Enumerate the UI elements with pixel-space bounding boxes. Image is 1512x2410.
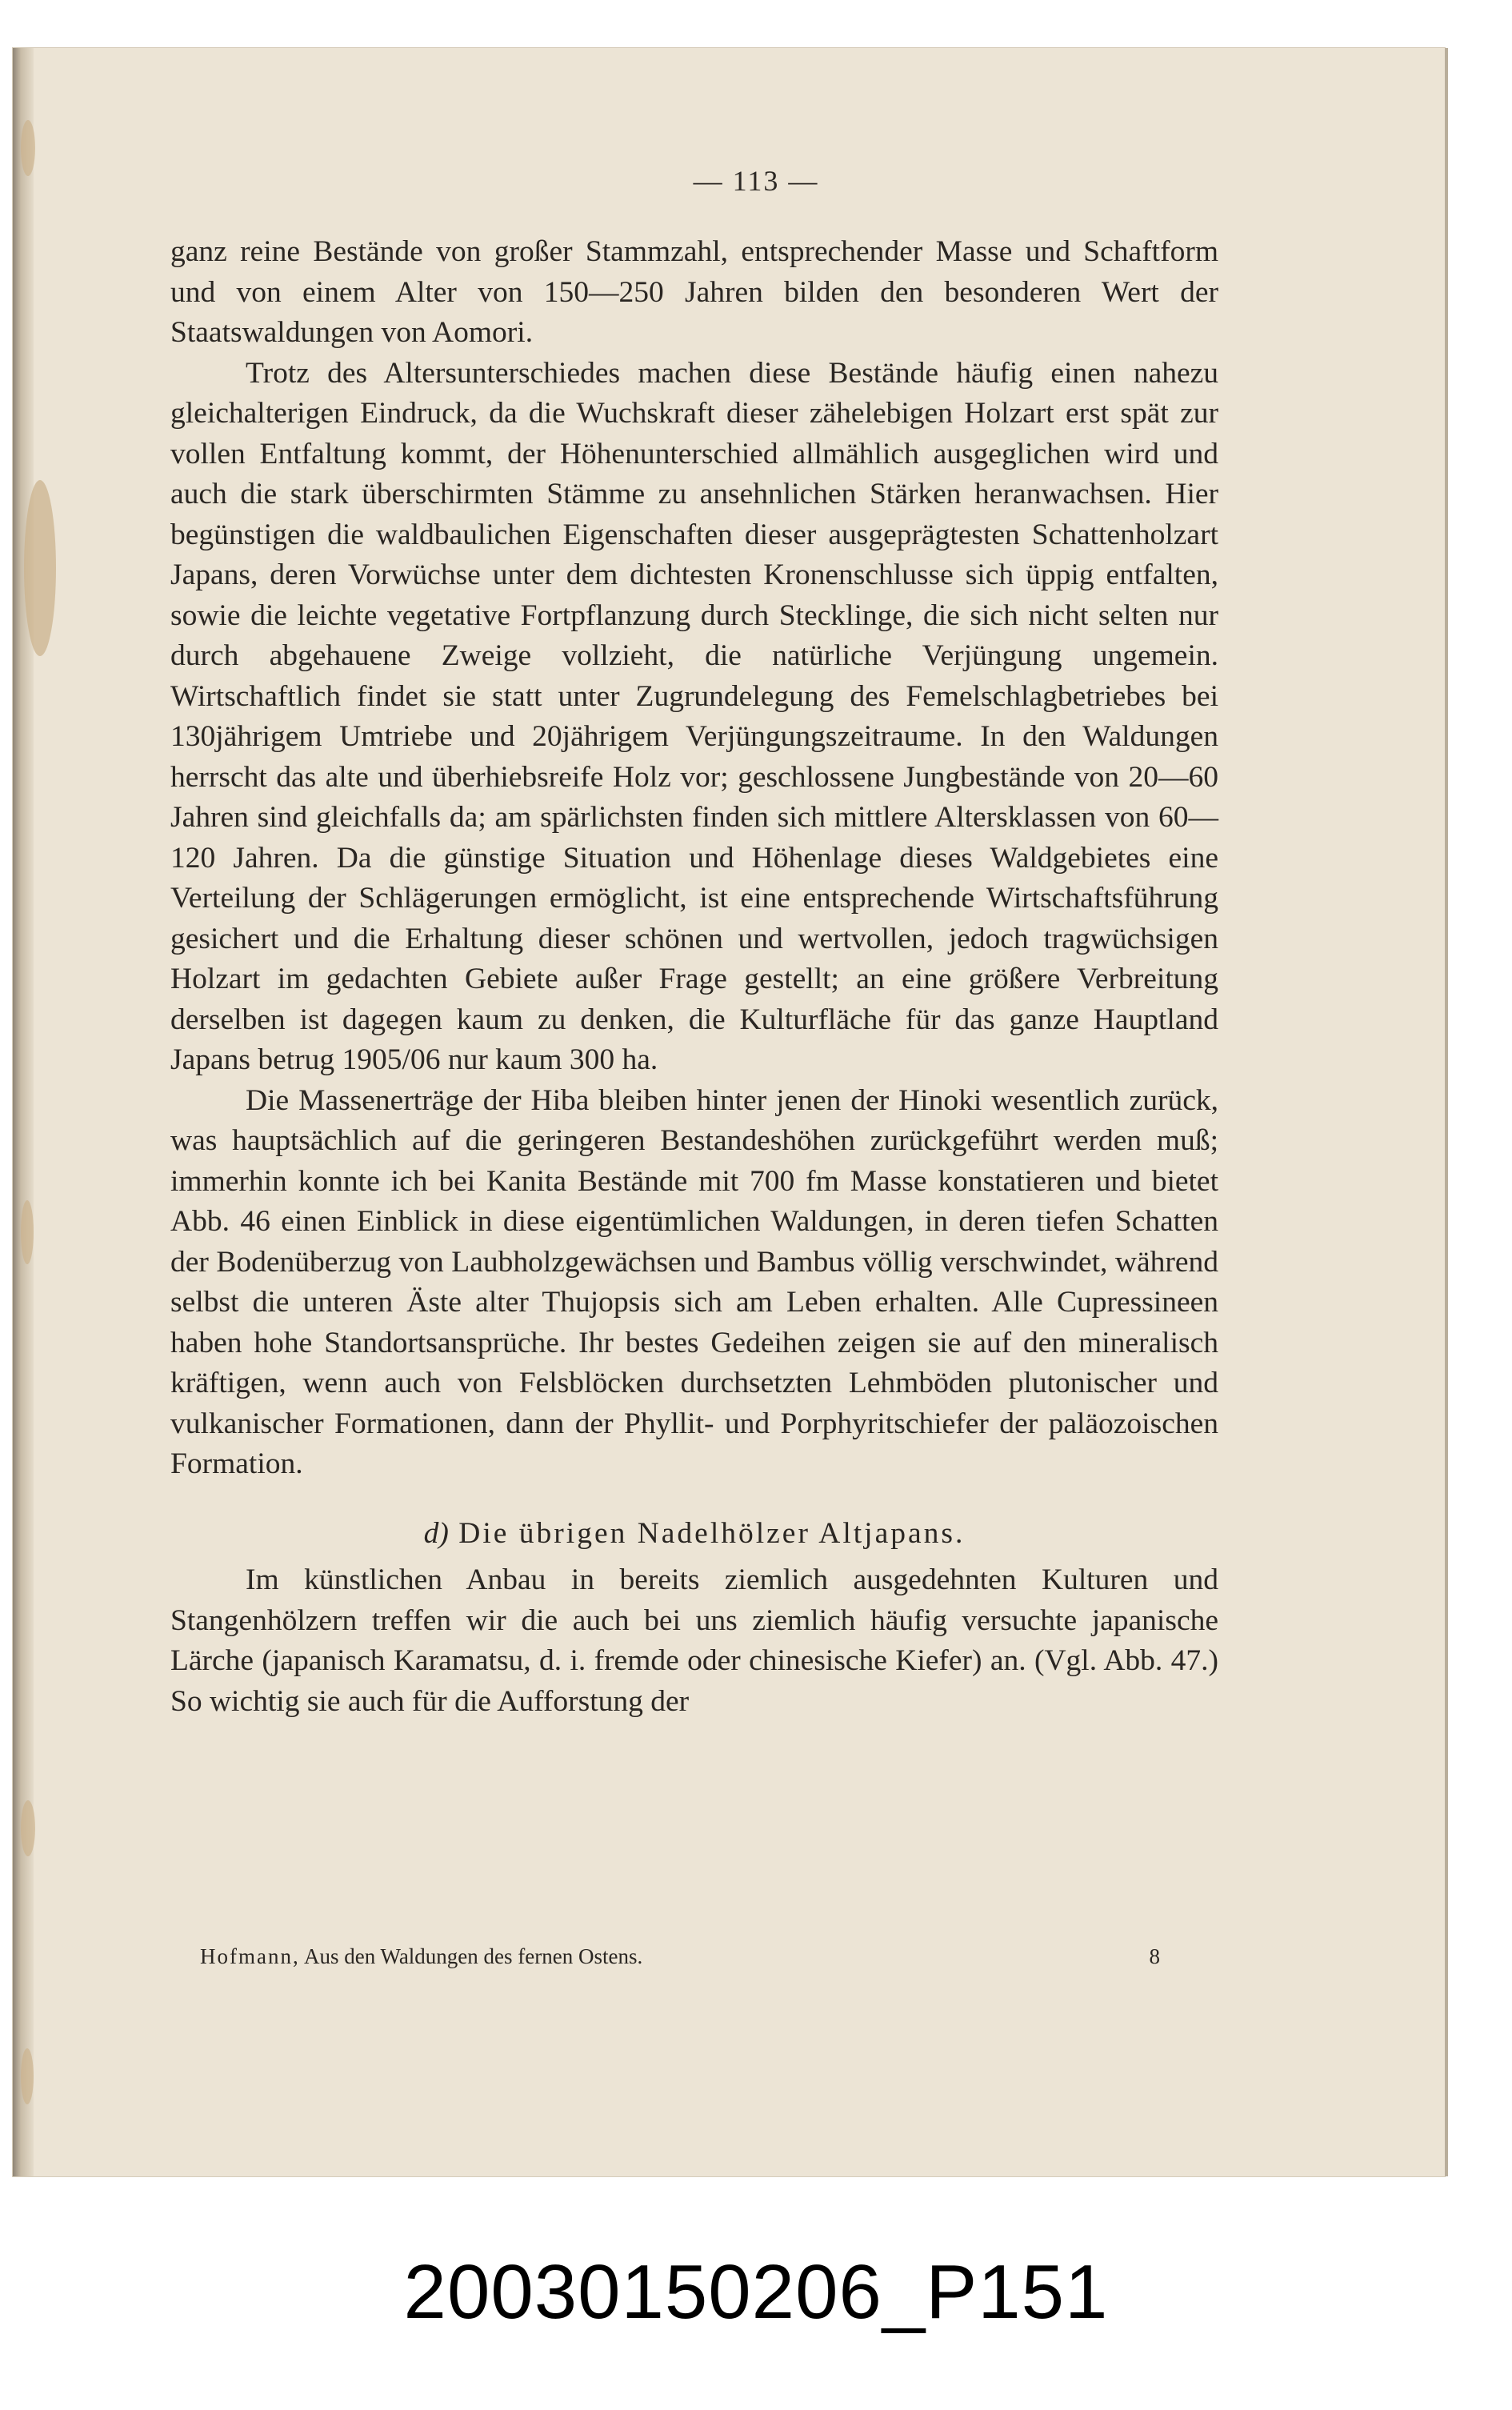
paper-stain [21,1200,34,1264]
section-letter: d) [423,1516,449,1550]
paper-stain [21,1800,35,1856]
signature-mark: 8 [1149,1944,1160,1968]
paragraph: Im künstlichen Anbau in bereits ziemlich ausgedehnten Kulturen und Stangenhölzern treffen wir die auch bei uns ziemlich häufig versuchte japanische Lärche (japanisch Karamatsu, d. i. fremde oder chinesische Kiefer) an. (Vgl. Abb. 47.) So wichtig sie auch für die Aufforstung der [170,1563,1218,1718]
paper-stain [24,480,56,656]
paper-stain [21,2048,34,2104]
paragraph: Die Massenerträge der Hiba bleiben hinter jenen der Hinoki wesentlich zurück, was hauptsächlich auf die geringeren Bestandeshöhen zurückgeführt werden muß; immerhin konnte ich bei Kanita Bestände mit 700 fm Masse konstatieren und bietet Abb. 46 einen Einblick in diese eigentümlichen Waldungen, in deren tiefen Schatten der Bodenüberzug von Laubholzgewächsen und Bambus völlig verschwindet, während selbst die unteren Äste alter Thujopsis sich am Leben erhalten. Alle Cupressineen haben hohe Standortsansprüche. Ihr bestes Gedeihen zeigen sie auf den mineralisch kräftigen, wenn auch von Felsblöcken durchsetzten Lehmböden plutonischer und vulkanischer Formationen, dann der Phyllit- und Porphyritschiefer der paläozoischen Formation. [170,1083,1218,1480]
section-title: Die übrigen Nadelhölzer Altjapans. [458,1516,966,1550]
paragraph: Trotz des Altersunterschiedes machen diese Bestände häufig einen nahezu gleichalterigen Eindruck, da die Wuchskraft dieser zähelebigen Holzart erst spät zur vollen Entfaltung kommt, der Höhenunterschied allmählich ausgeglichen wird und auch die stark überschirmten Stämme zu ansehnlichen Stärken heranwachsen. Hier begünstigen die waldbaulichen Eigenschaften dieser ausgeprägtesten Schattenholzart Japans, deren Vorwüchse unter dem dichtesten Kronenschlusse sich üppig entfalten, sowie die leichte vegetative Fortpflanzung durch Stecklinge, die sich nicht selten nur durch abgehauene Zweige vollzieht, die natürliche Verjüngung ungemein. Wirtschaftlich findet sie statt unter Zugrundelegung des Femelschlagbetriebes bei 130jährigem Umtriebe und 20jährigem Verjüngungszeitraume. In den Waldungen herrscht das alte und überhiebsreife Holz vor; geschlossene Jungbestände von 20—60 Jahren sind gleichfalls da; am spärlichsten finden sich mittlere Altersklassen von 60—120 Jahren. Da die günstige Situation und Höhenlage dieses Waldgebietes eine Verteilung der Schlägerungen ermöglicht, ist eine entsprechende Wirtschaftsführung gesichert und die Erhaltung dieser schönen und wertvollen, jedoch tragwüchsigen Holzart im gedachten Gebiete außer Frage gestellt; an eine größere Verbreitung derselben ist dagegen kaum zu denken, die Kulturfläche für das ganze Hauptland Japans betrug 1905/06 nur kaum 300 ha. [170,356,1218,1076]
footer-title: Aus den Waldungen des fernen Ostens. [304,1944,643,1968]
page-footer [200,1944,1192,1969]
page-gutter-shadow [13,48,34,2176]
section-heading [170,1514,1218,1555]
page-edge [1445,48,1448,2176]
paragraph: ganz reine Bestände von großer Stammzahl, entsprechender Masse und Schaftform und von einem Alter von 150—250 Jahren bilden den besonderen Wert der Staatswaldungen von Aomori. [170,235,1218,349]
page-body [170,232,1218,1722]
catalog-id: 20030150206_P151 [403,2249,1109,2335]
page-number: — 113 — [693,165,819,197]
footer-author: Hofmann, [200,1944,300,1968]
